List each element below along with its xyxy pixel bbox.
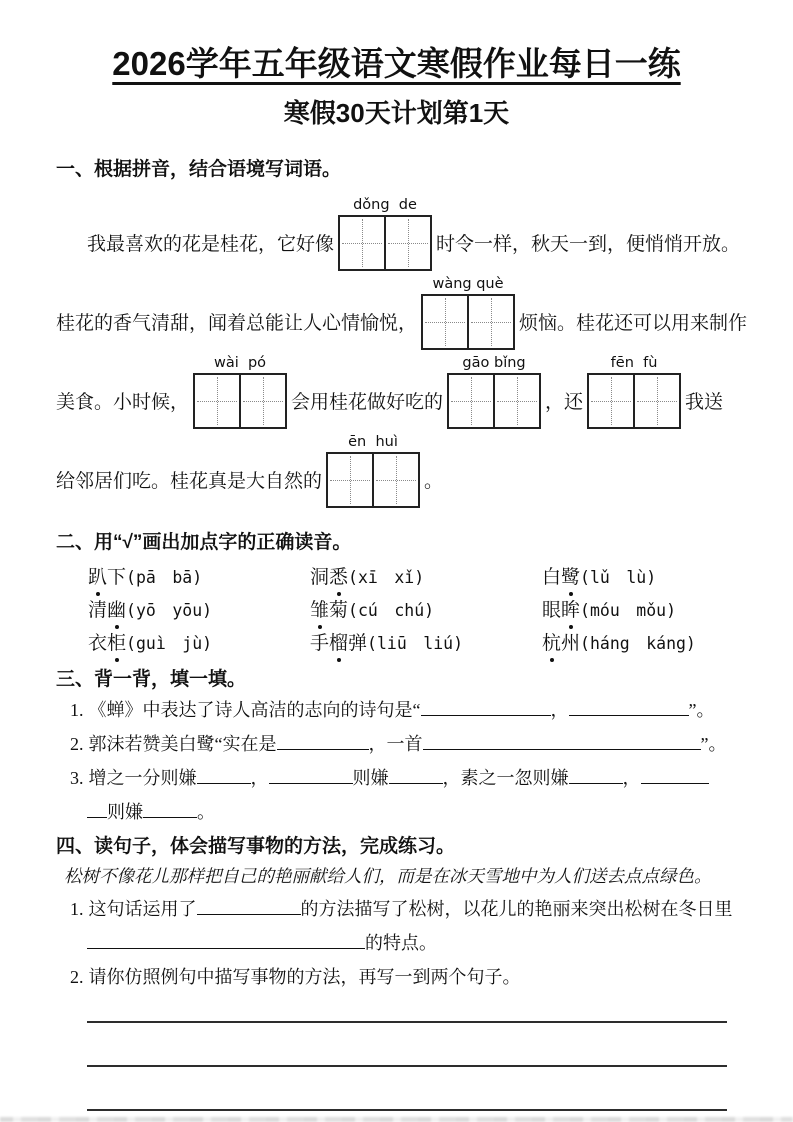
fill-blank (87, 935, 365, 949)
word-text: 手 (310, 633, 330, 654)
writing-grid-gaobing (447, 354, 541, 429)
pinyin-options: (xī xǐ) (348, 568, 425, 587)
dotted-char: 鹭 (561, 561, 580, 594)
fill-blank (269, 770, 353, 784)
dotted-char: 柜 (107, 627, 126, 660)
word-text: 洞 (310, 567, 330, 588)
fill-blank (197, 770, 251, 784)
writing-grid-wangque (421, 275, 515, 350)
pinyin-label: wàng què (432, 275, 504, 292)
sentence-text: 。 (424, 471, 444, 492)
fill-item-3-continuation (56, 795, 737, 829)
word-item (88, 627, 310, 660)
question-item-1 (56, 892, 737, 926)
writing-grid-waipo (193, 354, 287, 429)
item-text: 的方法描写了松树，以花儿的艳丽来突出松树在冬日里 (300, 899, 733, 919)
word-text: 州 (561, 633, 581, 654)
word-text: 弹 (348, 633, 368, 654)
section-3-heading: 三、背一背，填一填。 (56, 669, 247, 690)
section-recite-fill (56, 666, 737, 829)
word-text: 下 (107, 567, 127, 588)
word-text: 菊 (329, 600, 349, 621)
pinyin-label: gāo bǐng (462, 354, 526, 371)
item-text: ”。 (700, 734, 727, 754)
fill-blank (641, 770, 709, 784)
fill-blank (87, 804, 107, 818)
fill-item-1 (56, 693, 737, 727)
grid-cell (340, 217, 384, 269)
item-text: ”。 (688, 700, 715, 720)
grid-cell (384, 217, 430, 269)
pinyin-options: (guì jù) (126, 634, 213, 653)
word-item (88, 594, 310, 627)
grid-cell (449, 375, 493, 427)
grid-cell (195, 375, 239, 427)
word-text: 眼 (542, 600, 562, 621)
sentence-line-1 (56, 196, 741, 282)
answer-line (87, 1065, 727, 1067)
sentence-text: 美食。小时候， (56, 392, 190, 413)
word-item (310, 594, 542, 627)
sentence-text: 我送 (685, 392, 724, 413)
grid-cell (423, 296, 467, 348)
dotted-char: 悉 (329, 561, 348, 594)
word-text: 衣 (88, 633, 108, 654)
pinyin-label: fēn fù (610, 354, 658, 371)
section-4-heading: 四、读句子，体会描写事物的方法，完成练习。 (56, 836, 456, 857)
grid-cell (239, 375, 285, 427)
pinyin-options: (liū liú) (367, 634, 464, 653)
item-text: 增之一分则嫌 (88, 768, 197, 788)
character-grid (193, 373, 287, 429)
pinyin-label: ēn huì (348, 433, 398, 450)
fill-blank (143, 804, 197, 818)
sentence-text: 我最喜欢的花是桂花，它好像 (87, 234, 335, 255)
item-text: 。 (197, 802, 215, 822)
section-2-heading: 二、用“√”画出加点字的正确读音。 (56, 532, 352, 553)
answer-line (87, 1021, 727, 1023)
word-item (542, 561, 737, 594)
grid-cell (633, 375, 679, 427)
fill-blank (197, 901, 301, 915)
sentence-text: 时令一样，秋天一到，便悄悄开放。 (436, 234, 741, 255)
dotted-char: 趴 (88, 561, 107, 594)
item-text: 《蝉》中表达了诗人高洁的志向的诗句是“ (88, 700, 421, 720)
grid-cell (372, 454, 418, 506)
word-item (542, 627, 737, 660)
item-number: 1. (70, 899, 84, 919)
word-item (310, 561, 542, 594)
item-text: 郭沫若赞美白鹭“实在是 (88, 734, 277, 754)
pinyin-label: wài pó (213, 354, 267, 371)
pinyin-options: (háng káng) (580, 634, 696, 653)
sentence-line-4 (56, 433, 737, 519)
section-pronunciation (56, 529, 737, 660)
dotted-char: 杭 (542, 627, 561, 660)
item-text: ， (250, 768, 269, 788)
pinyin-options: (pā bā) (126, 568, 203, 587)
item-number: 3. (70, 768, 84, 788)
item-text: 则嫌 (107, 802, 143, 822)
pronunciation-grid (56, 561, 737, 660)
sentence-text: ，还 (545, 392, 584, 413)
fill-item-2 (56, 727, 737, 761)
writing-grid-fenfu (587, 354, 681, 429)
sentence-line-2 (56, 275, 748, 361)
item-text: 请你仿照例句中描写事物的方法，再写一到两个句子。 (88, 967, 521, 987)
fill-blank (389, 770, 443, 784)
writing-grid-enhui (326, 433, 420, 508)
section-1-heading: 一、根据拼音，结合语境写词语。 (56, 159, 342, 180)
sentence-text: 烦恼。桂花还可以用来制作 (519, 313, 748, 334)
section-pinyin-words (56, 156, 748, 519)
writing-grid-dongde (338, 196, 432, 271)
pinyin-options: (cú chú) (348, 601, 435, 620)
item-text: 这句话运用了 (88, 899, 197, 919)
dotted-char: 幽 (107, 594, 126, 627)
fill-blank (423, 736, 701, 750)
next-page-edge (0, 1117, 793, 1122)
character-grid (338, 215, 432, 271)
word-text: 清 (88, 600, 108, 621)
item-text: ，素之一忽则嫌 (442, 768, 569, 788)
word-text: 白 (542, 567, 562, 588)
item-text: 的特点。 (365, 933, 437, 953)
dotted-char: 雏 (310, 594, 329, 627)
word-item (88, 561, 310, 594)
answer-line (87, 1109, 727, 1111)
grid-cell (467, 296, 513, 348)
grid-cell (493, 375, 539, 427)
fill-blank (421, 702, 551, 716)
sentence-text: 桂花的香气清甜，闻着总能让人心情愉悦， (56, 313, 418, 334)
character-grid (587, 373, 681, 429)
section-sentence-method (56, 833, 737, 1111)
sentence-line-3 (56, 354, 737, 440)
item-text: ， (622, 768, 641, 788)
sentence-text: 会用桂花做好吃的 (291, 392, 444, 413)
pinyin-options: (lǔ lù) (580, 568, 657, 587)
dotted-char: 眸 (561, 594, 580, 627)
pinyin-options: (yō yōu) (126, 601, 213, 620)
item-text: 则嫌 (352, 768, 389, 788)
grid-cell (328, 454, 372, 506)
word-item (310, 627, 542, 660)
fill-item-3 (56, 761, 737, 795)
dotted-char: 榴 (329, 627, 348, 660)
page-title: 2026学年五年级语文寒假作业每日一练 (112, 45, 681, 82)
item-text: ，一首 (368, 734, 423, 754)
fill-blank (277, 736, 369, 750)
fill-blank (569, 770, 623, 784)
character-grid (421, 294, 515, 350)
question-item-2 (56, 960, 737, 994)
fill-blank (569, 702, 689, 716)
item-text: ， (550, 700, 569, 720)
character-grid (326, 452, 420, 508)
word-item (542, 594, 737, 627)
grid-cell (589, 375, 633, 427)
pinyin-options: (móu mǒu) (580, 601, 677, 620)
item-number: 2. (70, 734, 84, 754)
question-item-1-continuation (56, 926, 737, 960)
example-sentence: 松树不像花儿那样把自己的艳丽献给人们，而是在冰天雪地中为人们送去点点绿色。 (64, 866, 712, 886)
page-subtitle: 寒假30天计划第1天 (283, 98, 510, 128)
item-number: 1. (70, 700, 84, 720)
pinyin-label: dǒng de (353, 196, 417, 213)
character-grid (447, 373, 541, 429)
item-number: 2. (70, 967, 84, 987)
sentence-text: 给邻居们吃。桂花真是大自然的 (56, 471, 323, 492)
